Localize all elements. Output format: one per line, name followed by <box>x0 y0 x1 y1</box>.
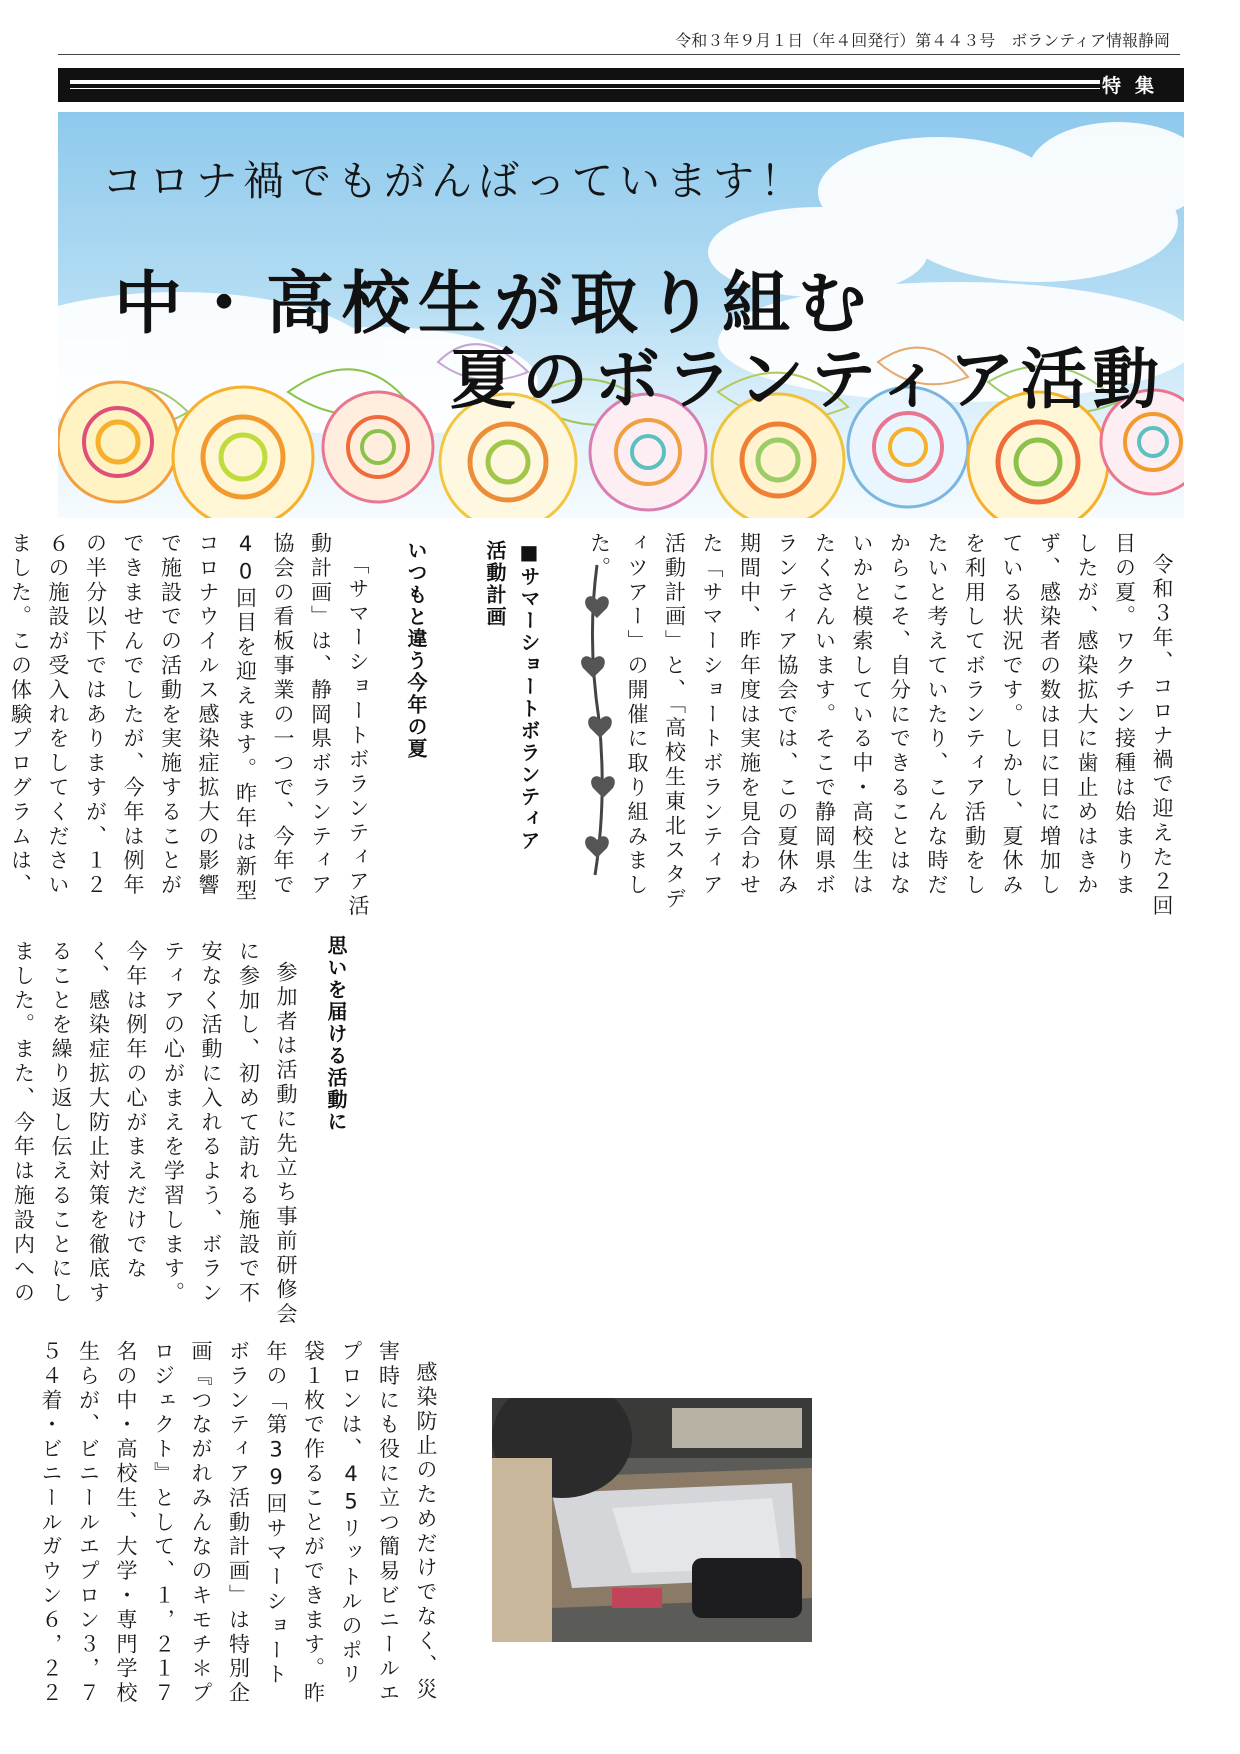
intro-paragraph <box>587 532 1180 922</box>
banner-title-line1: 中・高校生が取り組む <box>114 265 875 344</box>
sub2-heading: 思いを届ける活動に <box>324 935 348 1133</box>
activity-photo <box>492 1398 812 1642</box>
para3-text: 参加者は活動に先立ち事前研修会に参加し、初めて訪れる施設で不安なく活動に入れるよう、ボランティアの心がまえを学習します。今年は例年の心がまえだけでなく、感染症拡大防止対策を徹底することを繰り返し伝えることにしました。また、今年は施設内への <box>11 940 298 1327</box>
section-bar-line-thin <box>70 88 1100 89</box>
intro-text: 令和３年、コロナ禍で迎えた２回目の夏。ワクチン接種は始まりましたが、感染拡大に歯止めはきかず、感染者の数は日に日に増加している状況です。しかし、夏休みを利用してボランティア活動をしたいと考えていたり、こんな時だからこそ、自分にできることはないかと模索している中・高校生はたくさんいます。そこで静岡県ボランティア協会では、この夏休み期間中、昨年度は実施を見合わせた「サマーショートボランティア活動計画」と、「高校生東北スタディツアー」の開催に取り組みました。 <box>587 532 1174 919</box>
section-bar <box>58 68 1184 102</box>
banner-title-line2: 夏のボランティア活動 <box>450 341 1165 418</box>
para4-block <box>39 1340 444 1710</box>
para2-text: 「サマーショートボランティア活動計画」は、静岡県ボランティア協会の看板事業の一つで、今年で40回目を迎えます。昨年は新型コロナウイルス感染症拡大の影響で施設での活動を実施することができませんでしたが、今年は例年の半分以下ではありますが、１２６の施設が受入れをしてくださいました。この体験プログラムは、 <box>8 532 370 919</box>
para4-text: 感染防止のためだけでなく、災害時にも役に立つ簡易ビニールエプロンは、45リットルのポリ袋１枚で作ることができます。昨年の「第39回サマーショートボランティア活動計画」は特別企画『つながれみんなのキモチ＊プロジェクト』として、１，２１７名の中・高校生、大学・専門学校生らが、ビニールエプロン３，７５４着・ビニールガウン６，２２ <box>39 1340 438 1706</box>
section1-heading: ■サマーショートボランティア活動計画 <box>483 540 541 852</box>
top-rule <box>58 54 1180 55</box>
feature-banner <box>58 112 1184 518</box>
vine-decoration <box>567 560 627 880</box>
banner-subtitle: コロナ禍でもがんばっています！ <box>102 157 807 205</box>
section-label: 特集 <box>1101 75 1168 97</box>
para2-block <box>8 532 376 922</box>
sub1-heading: いつもと違う今年の夏 <box>404 540 428 760</box>
section-bar-line <box>70 80 1100 84</box>
para3-block <box>11 940 304 1330</box>
issue-line: 令和３年９月１日（年４回発行）第４４３号 ボランティア情報静岡 <box>675 31 1170 50</box>
